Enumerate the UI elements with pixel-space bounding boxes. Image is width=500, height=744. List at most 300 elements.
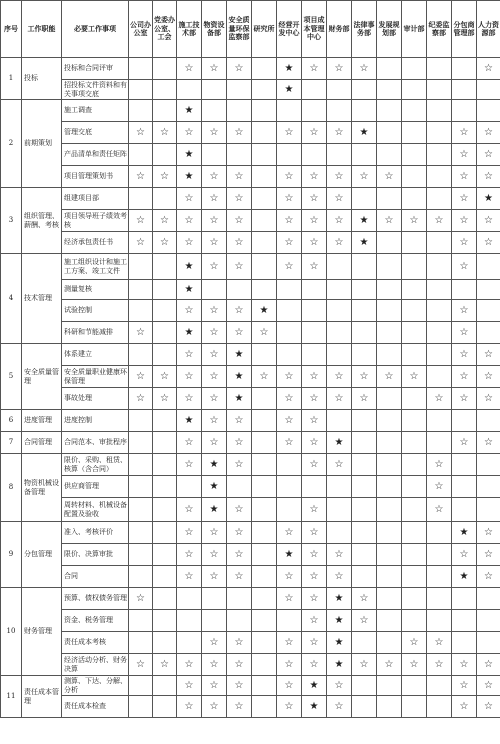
lead-star-icon: ★: [352, 122, 377, 144]
task-cell: 测算、下达、分解、分析: [62, 676, 129, 696]
table-row: [1, 366, 500, 388]
lead-star-icon: ★: [352, 210, 377, 232]
empty-cell: [202, 280, 227, 300]
table-row: [1, 100, 500, 122]
assist-star-icon: ☆: [327, 566, 352, 588]
row-number: 9: [1, 522, 22, 588]
assist-star-icon: ☆: [227, 432, 252, 454]
empty-cell: [452, 80, 477, 100]
assist-star-icon: ☆: [452, 654, 477, 676]
task-cell: 项目管理策划书: [62, 166, 129, 188]
task-cell: 责任成本检查: [62, 696, 129, 718]
task-cell: 周转材料、机械设备配置及验收: [62, 498, 129, 522]
empty-cell: [402, 432, 427, 454]
empty-cell: [153, 344, 177, 366]
empty-cell: [377, 454, 402, 476]
empty-cell: [427, 696, 452, 718]
table-row: [1, 498, 500, 522]
assist-star-icon: ☆: [477, 210, 500, 232]
empty-cell: [129, 300, 153, 322]
assist-star-icon: ☆: [202, 432, 227, 454]
assist-star-icon: ☆: [202, 232, 227, 254]
row-number: 7: [1, 432, 22, 454]
assist-star-icon: ☆: [477, 144, 500, 166]
assist-star-icon: ☆: [302, 566, 327, 588]
table-row: [1, 388, 500, 410]
assist-star-icon: ☆: [327, 188, 352, 210]
lead-star-icon: ★: [202, 498, 227, 522]
table-row: [1, 566, 500, 588]
empty-cell: [252, 210, 277, 232]
assist-star-icon: ☆: [227, 300, 252, 322]
table-row: [1, 254, 500, 280]
empty-cell: [377, 588, 402, 610]
assist-star-icon: ☆: [153, 366, 177, 388]
lead-star-icon: ★: [452, 566, 477, 588]
assist-star-icon: ☆: [352, 610, 377, 632]
assist-star-icon: ☆: [252, 322, 277, 344]
empty-cell: [129, 544, 153, 566]
empty-cell: [377, 122, 402, 144]
assist-star-icon: ☆: [277, 696, 302, 718]
function-cell: 财务管理: [22, 588, 62, 676]
empty-cell: [153, 322, 177, 344]
empty-cell: [302, 344, 327, 366]
empty-cell: [352, 188, 377, 210]
assist-star-icon: ☆: [427, 632, 452, 654]
empty-cell: [402, 410, 427, 432]
assist-star-icon: ☆: [277, 254, 302, 280]
empty-cell: [153, 188, 177, 210]
empty-cell: [277, 498, 302, 522]
header-task: 必要工作事项: [62, 1, 129, 58]
assist-star-icon: ☆: [177, 210, 202, 232]
assist-star-icon: ☆: [477, 696, 500, 718]
empty-cell: [477, 410, 500, 432]
empty-cell: [477, 498, 500, 522]
empty-cell: [427, 344, 452, 366]
assist-star-icon: ☆: [153, 166, 177, 188]
assist-star-icon: ☆: [277, 410, 302, 432]
empty-cell: [227, 280, 252, 300]
empty-cell: [402, 522, 427, 544]
empty-cell: [252, 166, 277, 188]
empty-cell: [153, 588, 177, 610]
assist-star-icon: ☆: [477, 232, 500, 254]
header-dept: 审计部: [402, 1, 427, 58]
assist-star-icon: ☆: [202, 654, 227, 676]
table-row: [1, 300, 500, 322]
empty-cell: [402, 300, 427, 322]
header-dept: 分包商管理部: [452, 1, 477, 58]
empty-cell: [402, 280, 427, 300]
assist-star-icon: ☆: [129, 166, 153, 188]
assist-star-icon: ☆: [153, 122, 177, 144]
empty-cell: [302, 300, 327, 322]
lead-star-icon: ★: [327, 632, 352, 654]
assist-star-icon: ☆: [227, 696, 252, 718]
empty-cell: [202, 610, 227, 632]
empty-cell: [452, 454, 477, 476]
assist-star-icon: ☆: [177, 388, 202, 410]
empty-cell: [377, 432, 402, 454]
assist-star-icon: ☆: [177, 676, 202, 696]
assist-star-icon: ☆: [202, 522, 227, 544]
assist-star-icon: ☆: [477, 166, 500, 188]
lead-star-icon: ★: [227, 388, 252, 410]
empty-cell: [129, 254, 153, 280]
assist-star-icon: ☆: [227, 544, 252, 566]
task-cell: 预算、债权债务管理: [62, 588, 129, 610]
empty-cell: [302, 280, 327, 300]
assist-star-icon: ☆: [177, 58, 202, 80]
row-number: 8: [1, 454, 22, 522]
empty-cell: [427, 410, 452, 432]
task-cell: 合同: [62, 566, 129, 588]
empty-cell: [427, 144, 452, 166]
empty-cell: [327, 410, 352, 432]
lead-star-icon: ★: [302, 676, 327, 696]
assist-star-icon: ☆: [202, 388, 227, 410]
assist-star-icon: ☆: [402, 366, 427, 388]
table-row: [1, 522, 500, 544]
function-cell: 进度管理: [22, 410, 62, 432]
empty-cell: [277, 280, 302, 300]
assist-star-icon: ☆: [177, 522, 202, 544]
empty-cell: [129, 522, 153, 544]
empty-cell: [352, 522, 377, 544]
assist-star-icon: ☆: [427, 388, 452, 410]
empty-cell: [352, 300, 377, 322]
assist-star-icon: ☆: [277, 676, 302, 696]
assist-star-icon: ☆: [477, 122, 500, 144]
empty-cell: [302, 144, 327, 166]
assist-star-icon: ☆: [277, 632, 302, 654]
assist-star-icon: ☆: [327, 544, 352, 566]
empty-cell: [227, 610, 252, 632]
assist-star-icon: ☆: [153, 210, 177, 232]
assist-star-icon: ☆: [327, 232, 352, 254]
empty-cell: [377, 498, 402, 522]
empty-cell: [252, 254, 277, 280]
empty-cell: [402, 254, 427, 280]
assist-star-icon: ☆: [377, 166, 402, 188]
assist-star-icon: ☆: [327, 696, 352, 718]
assist-star-icon: ☆: [202, 58, 227, 80]
empty-cell: [477, 454, 500, 476]
empty-cell: [452, 610, 477, 632]
assist-star-icon: ☆: [352, 58, 377, 80]
assist-star-icon: ☆: [377, 366, 402, 388]
table-row: [1, 654, 500, 676]
assist-star-icon: ☆: [427, 454, 452, 476]
assist-star-icon: ☆: [452, 388, 477, 410]
header-dept: 物资设备部: [202, 1, 227, 58]
assist-star-icon: ☆: [352, 588, 377, 610]
assist-star-icon: ☆: [477, 522, 500, 544]
function-cell: 投标: [22, 58, 62, 100]
empty-cell: [402, 188, 427, 210]
empty-cell: [252, 696, 277, 718]
empty-cell: [427, 432, 452, 454]
assist-star-icon: ☆: [452, 210, 477, 232]
lead-star-icon: ★: [177, 166, 202, 188]
empty-cell: [377, 188, 402, 210]
assist-star-icon: ☆: [377, 654, 402, 676]
assist-star-icon: ☆: [202, 566, 227, 588]
empty-cell: [402, 544, 427, 566]
empty-cell: [327, 144, 352, 166]
empty-cell: [129, 344, 153, 366]
empty-cell: [153, 280, 177, 300]
empty-cell: [302, 476, 327, 498]
lead-star-icon: ★: [177, 280, 202, 300]
assist-star-icon: ☆: [129, 388, 153, 410]
function-cell: 安全质量管理: [22, 344, 62, 410]
lead-star-icon: ★: [452, 522, 477, 544]
empty-cell: [277, 100, 302, 122]
empty-cell: [402, 80, 427, 100]
assist-star-icon: ☆: [177, 188, 202, 210]
function-cell: 组织管理、薪酬、考核: [22, 188, 62, 254]
assist-star-icon: ☆: [302, 544, 327, 566]
lead-star-icon: ★: [327, 654, 352, 676]
lead-star-icon: ★: [352, 232, 377, 254]
task-cell: 资金、税务管理: [62, 610, 129, 632]
empty-cell: [402, 566, 427, 588]
empty-cell: [477, 254, 500, 280]
empty-cell: [352, 696, 377, 718]
empty-cell: [252, 476, 277, 498]
empty-cell: [227, 476, 252, 498]
empty-cell: [129, 566, 153, 588]
empty-cell: [277, 300, 302, 322]
empty-cell: [402, 696, 427, 718]
empty-cell: [252, 100, 277, 122]
assist-star-icon: ☆: [177, 454, 202, 476]
empty-cell: [402, 388, 427, 410]
empty-cell: [252, 522, 277, 544]
empty-cell: [377, 410, 402, 432]
empty-cell: [129, 58, 153, 80]
task-cell: 经济承包责任书: [62, 232, 129, 254]
assist-star-icon: ☆: [202, 122, 227, 144]
assist-star-icon: ☆: [277, 566, 302, 588]
task-cell: 限价、采购、租赁、核算（含合同）: [62, 454, 129, 476]
assist-star-icon: ☆: [227, 188, 252, 210]
task-cell: 测量复核: [62, 280, 129, 300]
task-cell: 施工组织设计和施工工方案、竣工文件: [62, 254, 129, 280]
assist-star-icon: ☆: [302, 410, 327, 432]
empty-cell: [377, 254, 402, 280]
assist-star-icon: ☆: [302, 654, 327, 676]
assist-star-icon: ☆: [452, 696, 477, 718]
empty-cell: [202, 144, 227, 166]
empty-cell: [252, 344, 277, 366]
empty-cell: [252, 232, 277, 254]
empty-cell: [377, 232, 402, 254]
assist-star-icon: ☆: [277, 122, 302, 144]
empty-cell: [252, 432, 277, 454]
assist-star-icon: ☆: [227, 522, 252, 544]
assist-star-icon: ☆: [277, 188, 302, 210]
empty-cell: [252, 588, 277, 610]
lead-star-icon: ★: [277, 544, 302, 566]
empty-cell: [153, 432, 177, 454]
function-cell: 技术管理: [22, 254, 62, 344]
assist-star-icon: ☆: [427, 498, 452, 522]
assist-star-icon: ☆: [227, 122, 252, 144]
empty-cell: [153, 410, 177, 432]
empty-cell: [327, 322, 352, 344]
empty-cell: [327, 300, 352, 322]
task-cell: 限价、决算审批: [62, 544, 129, 566]
row-number: 10: [1, 588, 22, 676]
assist-star-icon: ☆: [202, 188, 227, 210]
empty-cell: [153, 498, 177, 522]
assist-star-icon: ☆: [129, 122, 153, 144]
table-row: [1, 632, 500, 654]
empty-cell: [302, 322, 327, 344]
lead-star-icon: ★: [177, 100, 202, 122]
empty-cell: [352, 344, 377, 366]
empty-cell: [327, 280, 352, 300]
assist-star-icon: ☆: [452, 366, 477, 388]
assist-star-icon: ☆: [477, 58, 500, 80]
task-cell: 投标和合同评审: [62, 58, 129, 80]
assist-star-icon: ☆: [227, 498, 252, 522]
empty-cell: [302, 100, 327, 122]
assist-star-icon: ☆: [202, 410, 227, 432]
assist-star-icon: ☆: [327, 210, 352, 232]
assist-star-icon: ☆: [302, 632, 327, 654]
assist-star-icon: ☆: [327, 676, 352, 696]
empty-cell: [402, 610, 427, 632]
assist-star-icon: ☆: [327, 166, 352, 188]
table-row: [1, 80, 500, 100]
assist-star-icon: ☆: [302, 122, 327, 144]
header-dept: 法律事务部: [352, 1, 377, 58]
empty-cell: [153, 476, 177, 498]
assist-star-icon: ☆: [377, 210, 402, 232]
empty-cell: [477, 100, 500, 122]
header-dept: 公司办公室: [129, 1, 153, 58]
empty-cell: [427, 58, 452, 80]
empty-cell: [427, 366, 452, 388]
empty-cell: [252, 654, 277, 676]
empty-cell: [252, 498, 277, 522]
task-cell: 组建项目部: [62, 188, 129, 210]
assist-star-icon: ☆: [177, 300, 202, 322]
assist-star-icon: ☆: [402, 632, 427, 654]
assist-star-icon: ☆: [277, 166, 302, 188]
empty-cell: [352, 676, 377, 696]
empty-cell: [377, 100, 402, 122]
empty-cell: [327, 522, 352, 544]
empty-cell: [427, 566, 452, 588]
empty-cell: [377, 696, 402, 718]
empty-cell: [153, 254, 177, 280]
empty-cell: [477, 588, 500, 610]
lead-star-icon: ★: [227, 366, 252, 388]
empty-cell: [177, 476, 202, 498]
table-row: [1, 588, 500, 610]
assist-star-icon: ☆: [427, 476, 452, 498]
assist-star-icon: ☆: [202, 676, 227, 696]
empty-cell: [352, 100, 377, 122]
empty-cell: [377, 632, 402, 654]
assist-star-icon: ☆: [277, 366, 302, 388]
assist-star-icon: ☆: [177, 366, 202, 388]
empty-cell: [277, 344, 302, 366]
task-cell: 合同范本、审批程序: [62, 432, 129, 454]
assist-star-icon: ☆: [477, 344, 500, 366]
empty-cell: [352, 280, 377, 300]
assist-star-icon: ☆: [202, 366, 227, 388]
empty-cell: [352, 498, 377, 522]
empty-cell: [427, 100, 452, 122]
empty-cell: [402, 476, 427, 498]
assist-star-icon: ☆: [177, 696, 202, 718]
empty-cell: [452, 632, 477, 654]
empty-cell: [377, 58, 402, 80]
assist-star-icon: ☆: [202, 544, 227, 566]
assist-star-icon: ☆: [477, 676, 500, 696]
row-number: 2: [1, 100, 22, 188]
empty-cell: [129, 432, 153, 454]
empty-cell: [377, 144, 402, 166]
empty-cell: [153, 696, 177, 718]
empty-cell: [153, 566, 177, 588]
empty-cell: [327, 498, 352, 522]
empty-cell: [427, 232, 452, 254]
assist-star-icon: ☆: [327, 454, 352, 476]
header-dept: 安全质量环保监察部: [227, 1, 252, 58]
empty-cell: [352, 476, 377, 498]
assist-star-icon: ☆: [277, 522, 302, 544]
row-number: 4: [1, 254, 22, 344]
empty-cell: [177, 588, 202, 610]
empty-cell: [153, 632, 177, 654]
empty-cell: [153, 454, 177, 476]
empty-cell: [352, 410, 377, 432]
task-cell: 产品清单和责任矩阵: [62, 144, 129, 166]
assist-star-icon: ☆: [177, 498, 202, 522]
table-row: [1, 410, 500, 432]
table-row: [1, 344, 500, 366]
empty-cell: [277, 476, 302, 498]
assist-star-icon: ☆: [477, 654, 500, 676]
empty-cell: [377, 300, 402, 322]
empty-cell: [452, 280, 477, 300]
assist-star-icon: ☆: [452, 188, 477, 210]
assist-star-icon: ☆: [402, 654, 427, 676]
assist-star-icon: ☆: [202, 632, 227, 654]
task-cell: 项目领导班子绩效考核: [62, 210, 129, 232]
empty-cell: [352, 632, 377, 654]
assist-star-icon: ☆: [327, 388, 352, 410]
assist-star-icon: ☆: [227, 232, 252, 254]
empty-cell: [402, 344, 427, 366]
empty-cell: [129, 498, 153, 522]
function-cell: 合同管理: [22, 432, 62, 454]
empty-cell: [252, 566, 277, 588]
function-cell: 责任成本管理: [22, 676, 62, 718]
empty-cell: [153, 300, 177, 322]
assist-star-icon: ☆: [452, 322, 477, 344]
assist-star-icon: ☆: [477, 432, 500, 454]
empty-cell: [252, 144, 277, 166]
